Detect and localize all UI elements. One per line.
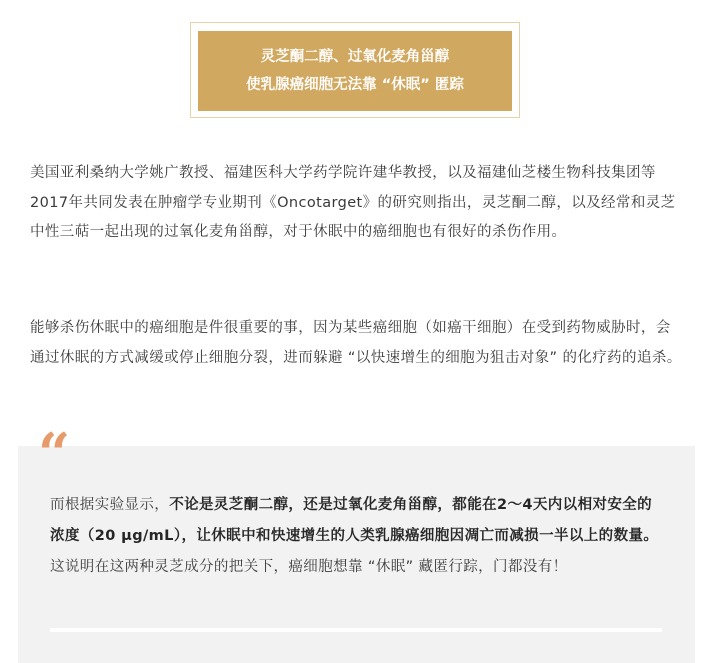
title-banner [198,31,512,111]
paragraph-dormancy: 能够杀伤休眠中的癌细胞是件很重要的事，因为某些癌细胞（如癌干细胞）在受到药物威胁时，会通过休眠的方式减缓或停止细胞分裂，进而躲避 “以快速增生的细胞为狙击对象” 的化疗药的追杀。 [30,320,682,366]
title-line-1: 灵芝酮二醇、过氧化麦角甾醇 [260,49,450,65]
quote-highlight: 不论是灵芝酮二醇，还是过氧化麦角甾醇，都能在2～4天内以相对安全的浓度（20 μg/mL），让休眠中和快速增生的人类乳腺癌细胞因凋亡而减损一半以上的数量。 [50,497,659,544]
paragraph-research: 美国亚利桑纳大学姚广教授、福建医科大学药学院许建华教授，以及福建仙芝楼生物科技集团等2017年共同发表在肿瘤学专业期刊《Oncotarget》的研究则指出，灵芝酮二醇，以及经常和灵芝中性三萜一起出现的过氧化麦角甾醇，对于休眠中的癌细胞也有很好的杀伤作用。 [30,165,676,240]
quote-tail: 这说明在这两种灵芝成分的把关下，癌细胞想靠 “休眠” 藏匿行踪，门都没有！ [50,559,568,575]
quote-lead: 而根据实验显示， [50,497,170,513]
title-line-2: 使乳腺癌细胞无法靠 “休眠” 匿踪 [246,77,464,93]
quote-text [50,490,664,583]
quote-divider [50,628,662,632]
quote-mark-icon: “ [38,421,71,487]
